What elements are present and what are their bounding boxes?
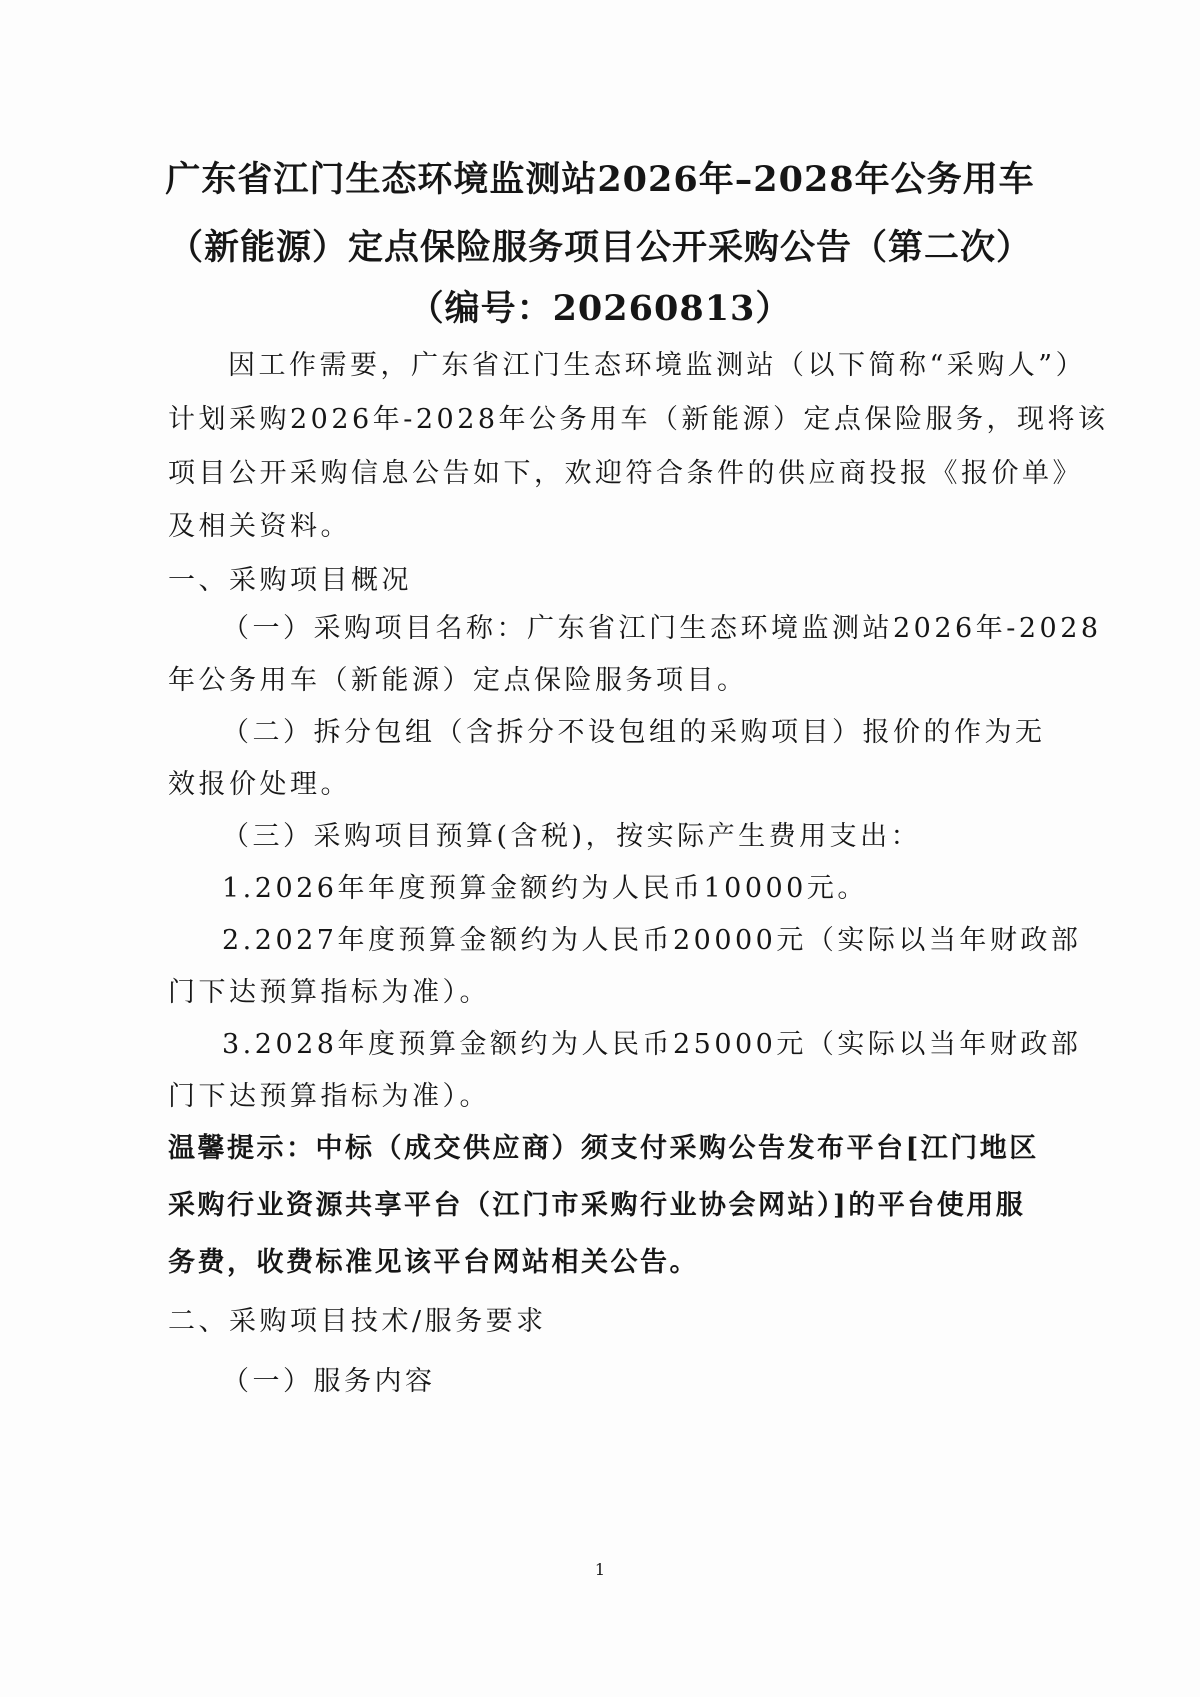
- section-1-item-1-line-2: 年公务用车（新能源）定点保险服务项目。: [168, 665, 748, 696]
- budget-2027-line-1: 2.2027年度预算金额约为人民币20000元（实际以当年财政部: [222, 925, 1082, 956]
- budget-2026: 1.2026年年度预算金额约为人民币10000元。: [222, 873, 868, 904]
- section-1-heading: 一、采购项目概况: [168, 565, 412, 596]
- budget-2028-line-2: 门下达预算指标为准）。: [168, 1081, 490, 1112]
- title-line-3: （编号：20260813）: [408, 288, 792, 329]
- section-1-item-2-line-1: （二）拆分包组（含拆分不设包组的采购项目）报价的作为无: [222, 717, 1046, 748]
- intro-line-2: 计划采购2026年-2028年公务用车（新能源）定点保险服务，现将该: [168, 404, 1109, 435]
- section-2-item-1: （一）服务内容: [222, 1366, 436, 1397]
- section-1-item-1-line-1: （一）采购项目名称：广东省江门生态环境监测站2026年-2028: [222, 613, 1102, 644]
- notice-line-3: 务费，收费标准见该平台网站相关公告。: [168, 1247, 699, 1278]
- intro-line-3: 项目公开采购信息公告如下，欢迎符合条件的供应商投报《报价单》: [168, 458, 1083, 489]
- budget-2027-line-2: 门下达预算指标为准）。: [168, 977, 490, 1008]
- intro-line-4: 及相关资料。: [168, 511, 351, 542]
- title-line-1: 广东省江门生态环境监测站2026年–2028年公务用车: [165, 159, 1035, 200]
- title-line-2: （新能源）定点保险服务项目公开采购公告（第二次）: [167, 227, 1032, 268]
- budget-2028-line-1: 3.2028年度预算金额约为人民币25000元（实际以当年财政部: [222, 1029, 1082, 1060]
- notice-line-2: 采购行业资源共享平台（江门市采购行业协会网站）]的平台使用服: [168, 1190, 1026, 1221]
- section-2-heading: 二、采购项目技术/服务要求: [168, 1306, 547, 1337]
- section-1-item-2-line-2: 效报价处理。: [168, 769, 351, 800]
- section-1-item-3: （三）采购项目预算(含税)，按实际产生费用支出：: [222, 821, 922, 852]
- intro-line-1: 因工作需要，广东省江门生态环境监测站（以下简称“采购人”）: [228, 350, 1087, 381]
- notice-line-1: 温馨提示：中标（成交供应商）须支付采购公告发布平台[江门地区: [168, 1133, 1039, 1164]
- page-number: 1: [594, 1560, 606, 1579]
